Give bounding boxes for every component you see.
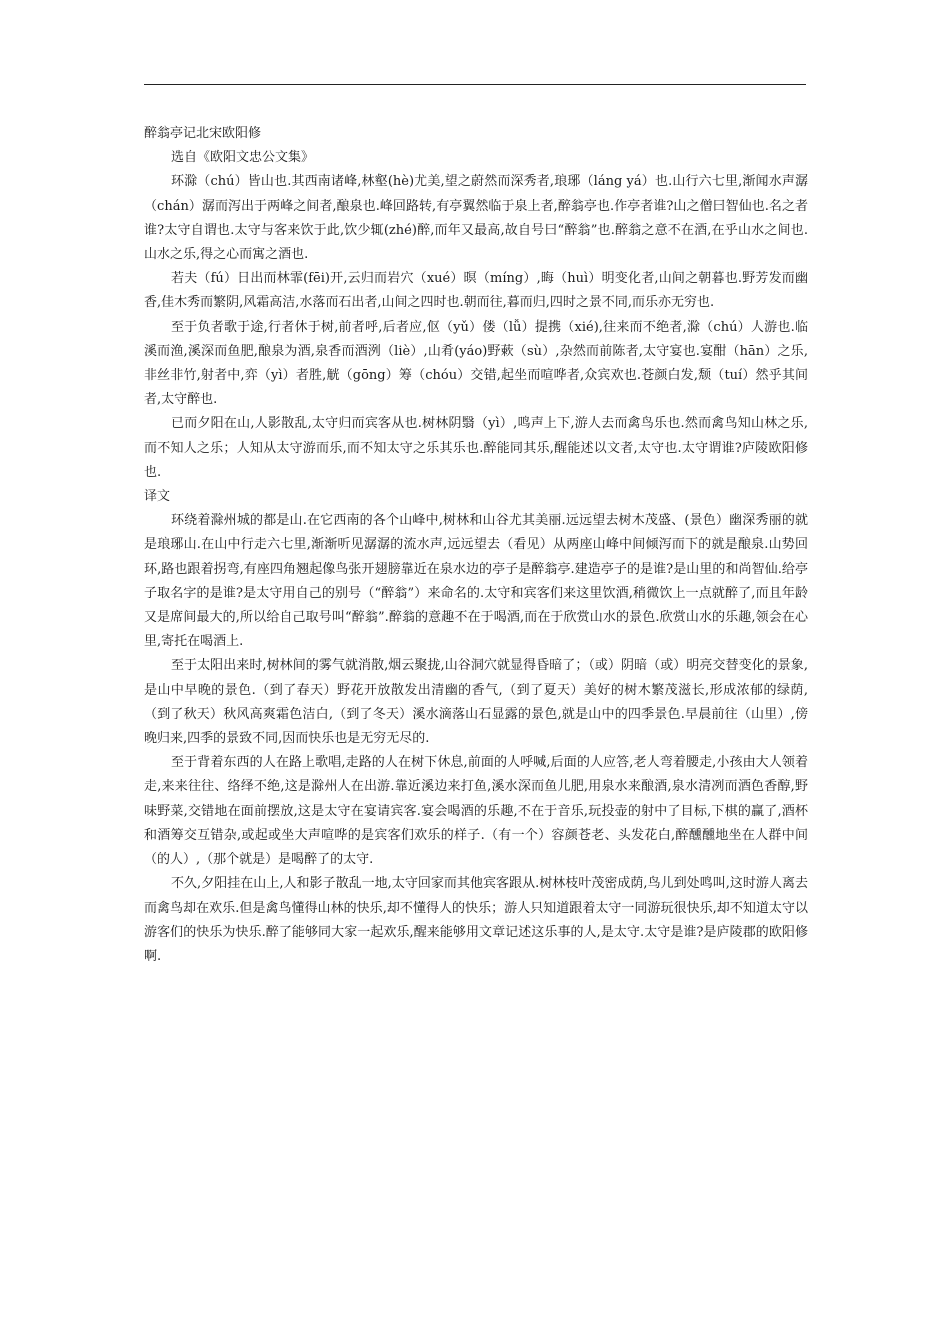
translation-paragraph-2: 至于太阳出来时,树林间的雾气就消散,烟云聚拢,山谷洞穴就显得昏暗了；（或）阴暗（或）明亮交替变化的景象,是山中早晚的景色.（到了春天）野花开放散发出清幽的香气,（到了夏天）美好的树木繁茂滋长,形成浓郁的绿荫,（到了秋天）秋风高爽霜色洁白,（到了冬天）溪水滴落山石显露的景色,就是山中的四季景色.早晨前往（山里）,傍晚归来,四季的景致不同,因而快乐也是无穷无尽的. <box>144 658 808 747</box>
original-paragraph-3: 至于负者歌于途,行者休于树,前者呼,后者应,伛（yǔ）偻（lǚ）提携（xié),往来而不绝者,滁（chú）人游也.临溪而渔,溪深而鱼肥,酿泉为酒,泉香而酒洌（liè）,山肴(yáo)野蔌（sù）,杂然而前陈者,太守宴也.宴酣（hān）之乐,非丝非竹,射者中,弈（yì）者胜,觥（gōng）筹（chóu）交错,起坐而喧哗者,众宾欢也.苍颜白发,颓（tuí）然乎其间者,太守醉也. <box>144 319 808 408</box>
original-paragraph-2: 若夫（fú）日出而林霏(fēi)开,云归而岩穴（xué）暝（míng）,晦（huì）明变化者,山间之朝暮也.野芳发而幽香,佳木秀而繁阴,风霜高洁,水落而石出者,山间之四时也.朝而往,暮而归,四时之景不同,而乐亦无穷也. <box>144 271 808 311</box>
document-body <box>144 122 808 969</box>
original-paragraph-4: 已而夕阳在山,人影散乱,太守归而宾客从也.树林阴翳（yì）,鸣声上下,游人去而禽鸟乐也.然而禽鸟知山林之乐,而不知人之乐；人知从太守游而乐,而不知太守之乐其乐也.醉能同其乐,醒能述以文者,太守也.太守谓谁?庐陵欧阳修也. <box>144 416 808 480</box>
translation-heading: 译文 <box>144 489 171 505</box>
header-rule <box>144 84 806 85</box>
document-title: 醉翁亭记北宋欧阳修 <box>144 126 262 141</box>
source-line: 选自《欧阳文忠公文集》 <box>171 150 315 166</box>
translation-paragraph-1: 环绕着滁州城的都是山.在它西南的各个山峰中,树林和山谷尤其美丽.远远望去树木茂盛、(景色）幽深秀丽的就是琅琊山.在山中行走六七里,渐渐听见潺潺的流水声,远远望去（看见）从两座山峰中间倾泻而下的就是酿泉.山势回环,路也跟着拐弯,有座四角翘起像鸟张开翅膀靠近在泉水边的亭子是醉翁亭.建造亭子的是谁?是山里的和尚智仙.给亭子取名字的是谁?是太守用自己的别号（“醉翁”）来命名的.太守和宾客们来这里饮酒,稍微饮上一点就醉了,而且年龄又是席间最大的,所以给自己取号叫“醉翁”.醉翁的意趣不在于喝酒,而在于欣赏山水的景色.欣赏山水的乐趣,领会在心里,寄托在喝酒上. <box>144 513 808 650</box>
original-paragraph-1: 环滁（chú）皆山也.其西南诸峰,林壑(hè)尤美,望之蔚然而深秀者,琅琊（láng yá）也.山行六七里,渐闻水声潺（chán）潺而泻出于两峰之间者,酿泉也.峰回路转,有亭翼然临于泉上者,醉翁亭也.作亭者谁?山之僧曰智仙也.名之者谁?太守自谓也.太守与客来饮于此,饮少辄(zhé)醉,而年又最高,故自号曰“醉翁”也.醉翁之意不在酒,在乎山水之间也.山水之乐,得之心而寓之酒也. <box>144 174 808 263</box>
translation-paragraph-3: 至于背着东西的人在路上歌唱,走路的人在树下休息,前面的人呼喊,后面的人应答,老人弯着腰走,小孩由大人领着走,来来往往、络绎不绝,这是滁州人在出游.靠近溪边来打鱼,溪水深而鱼儿肥,用泉水来酿酒,泉水清冽而酒色香醇,野味野菜,交错地在面前摆放,这是太守在宴请宾客.宴会喝酒的乐趣,不在于音乐,玩投壶的射中了目标,下棋的赢了,酒杯和酒筹交互错杂,或起或坐大声喧哗的是宾客们欢乐的样子.（有一个）容颜苍老、头发花白,醉醺醺地坐在人群中间（的人）,（那个就是）是喝醉了的太守. <box>144 755 808 868</box>
translation-paragraph-4: 不久,夕阳挂在山上,人和影子散乱一地,太守回家而其他宾客跟从.树林枝叶茂密成荫,鸟儿到处鸣叫,这时游人离去而禽鸟却在欢乐.但是禽鸟懂得山林的快乐,却不懂得人的快乐；游人只知道跟着太守一同游玩很快乐,却不知道太守以游客们的快乐为快乐.醉了能够同大家一起欢乐,醒来能够用文章记述这乐事的人,是太守.太守是谁?是庐陵郡的欧阳修啊. <box>144 876 808 964</box>
